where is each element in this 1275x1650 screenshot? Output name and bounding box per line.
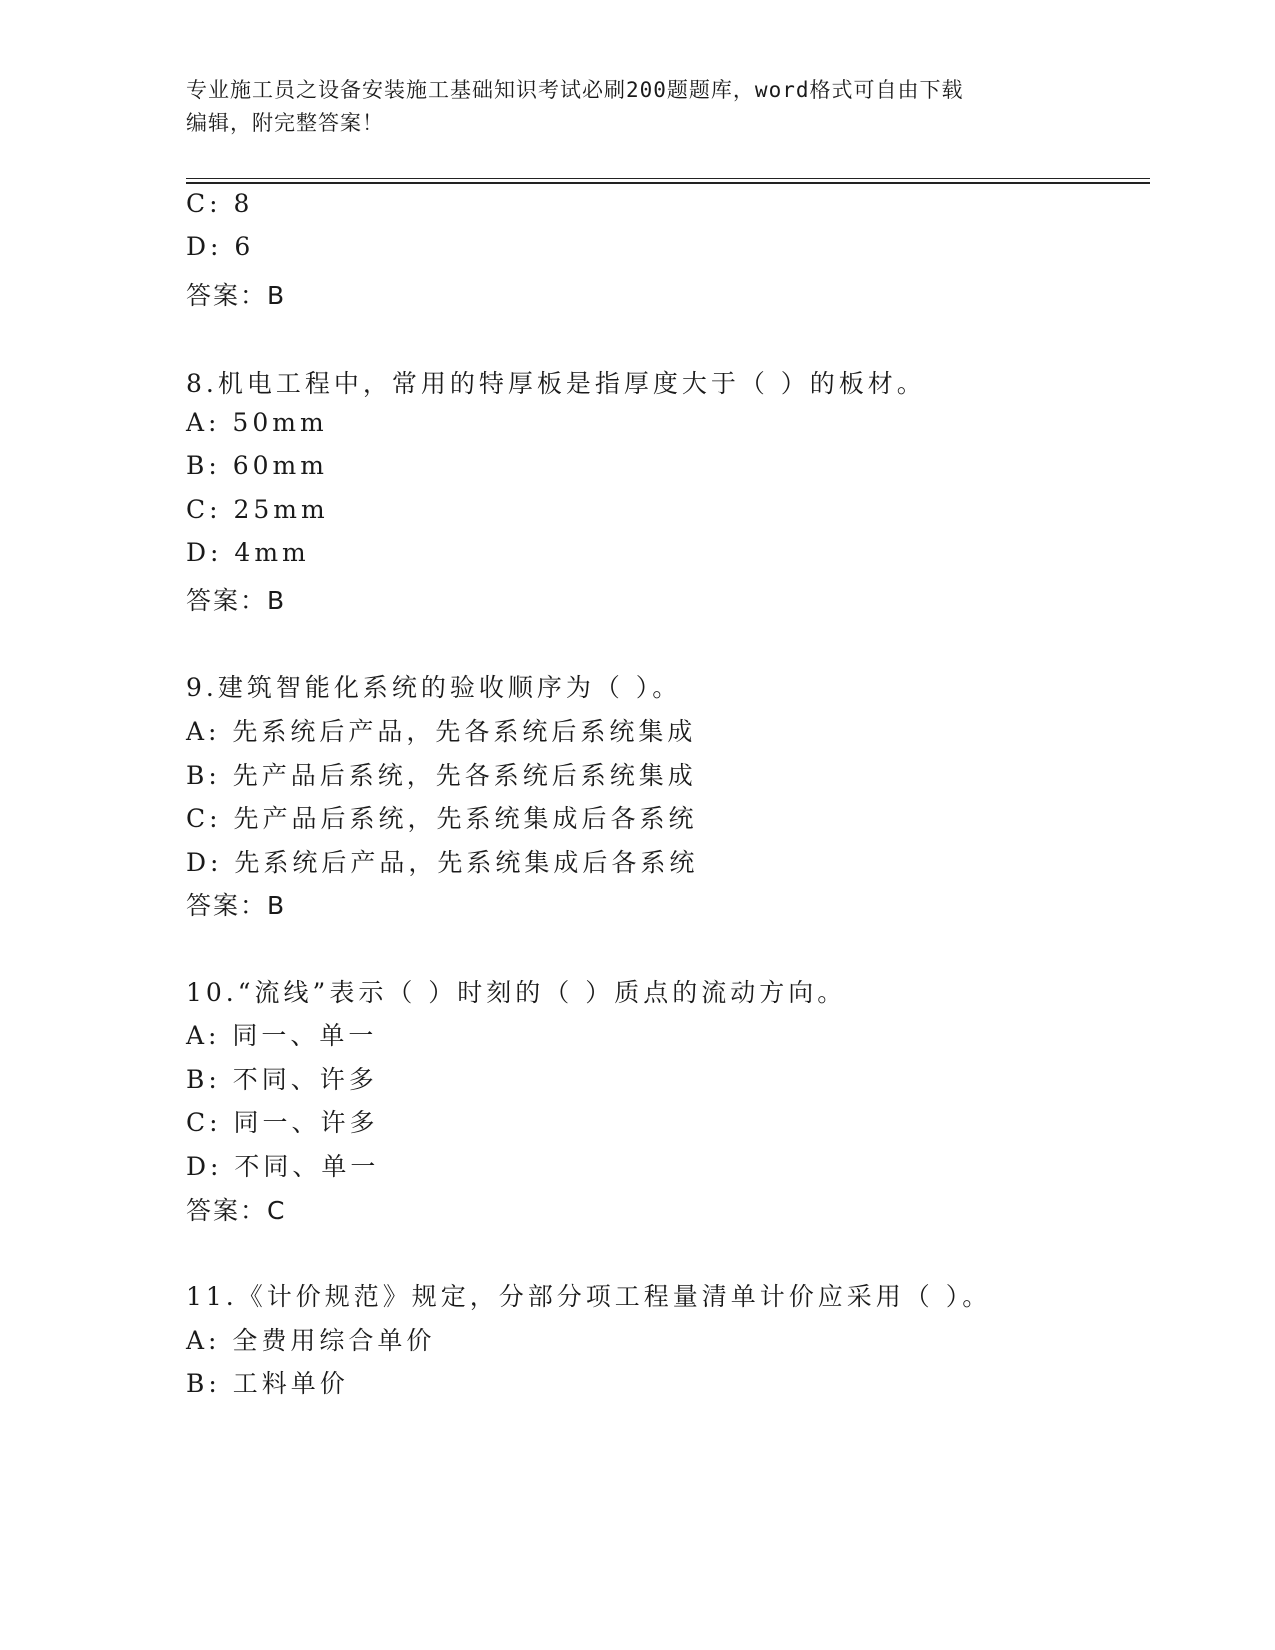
option-a-q9: A: 先系统后产品，先各系统后系统集成 (186, 717, 697, 746)
option-b-q9: B: 先产品后系统，先各系统后系统集成 (186, 761, 697, 790)
answer-q10: 答案：C (186, 1196, 287, 1225)
option-b-q8: B: 60mm (186, 451, 328, 480)
option-d-q8: D: 4mm (186, 538, 310, 567)
option-b-q11: B: 工料单价 (186, 1369, 349, 1398)
header-divider-thick (186, 182, 1150, 184)
document-header (186, 74, 1066, 140)
question-10: 10.“流线”表示（ ）时刻的（ ）质点的流动方向。 (186, 978, 847, 1007)
option-b-q10: B: 不同、许多 (186, 1065, 378, 1094)
option-c-q9: C: 先产品后系统，先系统集成后各系统 (186, 804, 698, 833)
question-9: 9.建筑智能化系统的验收顺序为（ ）。 (186, 673, 682, 702)
header-line-1: 专业施工员之设备安装施工基础知识考试必刷200题题库，word格式可自由下载 (186, 78, 964, 102)
option-a-q10: A: 同一、单一 (186, 1021, 378, 1050)
option-c-q7: C: 8 (186, 189, 254, 218)
option-d-q10: D: 不同、单一 (186, 1152, 380, 1181)
question-8: 8.机电工程中，常用的特厚板是指厚度大于（ ）的板材。 (186, 369, 926, 398)
option-d-q7: D: 6 (186, 232, 255, 261)
option-c-q10: C: 同一、许多 (186, 1108, 379, 1137)
question-11: 11.《计价规范》规定，分部分项工程量清单计价应采用（ ）。 (186, 1282, 992, 1311)
option-a-q11: A: 全费用综合单价 (186, 1326, 436, 1355)
option-a-q8: A: 50mm (186, 408, 328, 437)
option-c-q8: C: 25mm (186, 495, 329, 524)
option-d-q9: D: 先系统后产品，先系统集成后各系统 (186, 848, 699, 877)
header-divider-thin (186, 178, 1150, 179)
answer-q9: 答案：B (186, 891, 287, 920)
answer-q8: 答案：B (186, 586, 287, 615)
answer-q7: 答案：B (186, 281, 287, 310)
header-line-2: 编辑，附完整答案！ (186, 111, 384, 135)
